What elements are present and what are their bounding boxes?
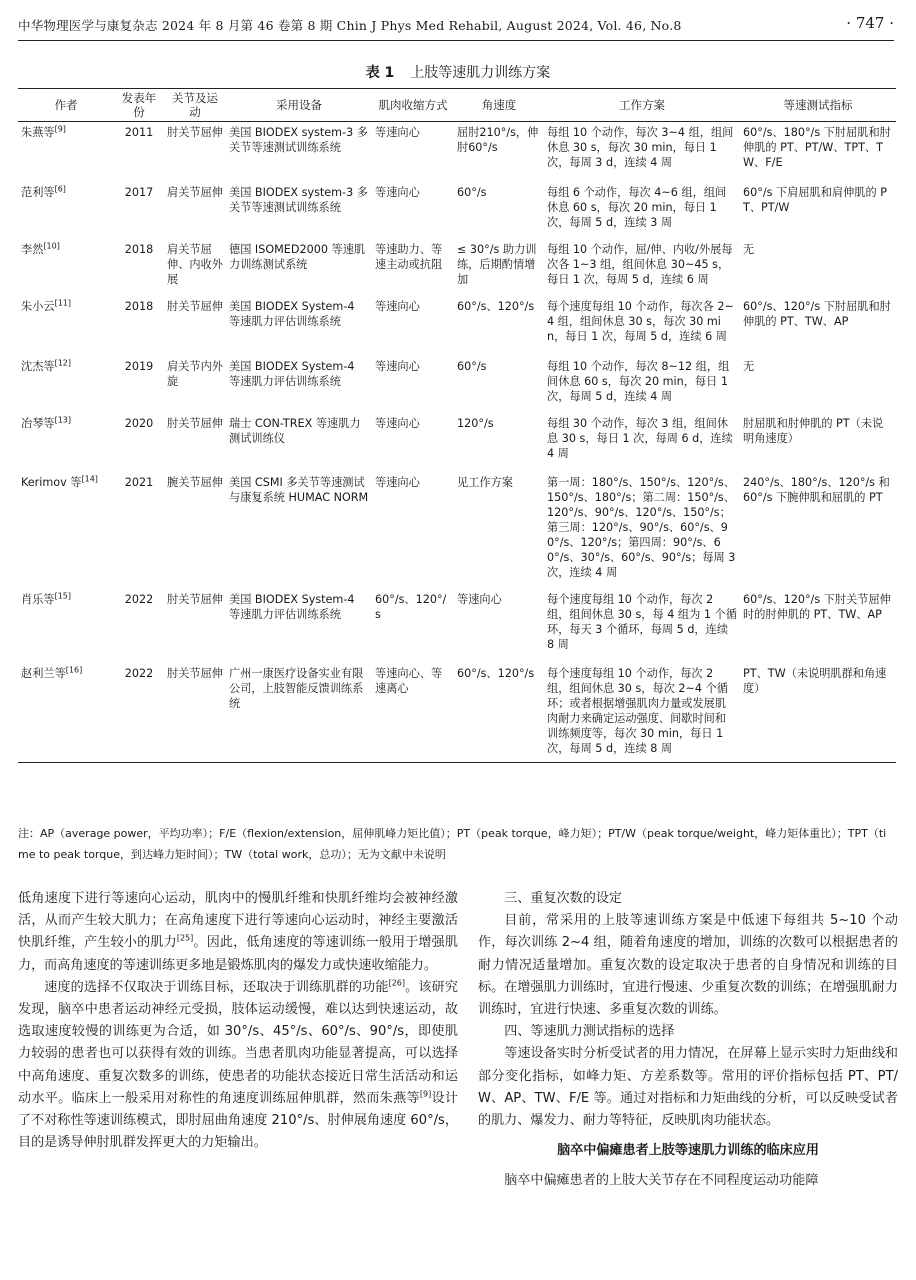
table-number: 表 1	[365, 65, 395, 81]
plan-cell: 每个速度每组 10 个动作，每次 2 组，组间休息 30 s，每次 2~4 个循环；或者根据增强肌肉力量或发展肌肉耐力来确定运动强度、间歇时间和训练频度等，每次 30 min，每日 1 次，每周 5 d，连续 8 周	[544, 660, 740, 763]
author-cell: 范利等[6]	[21, 184, 66, 199]
plan-cell: 每组 10 个动作，屈/伸、内收/外展每次各 1~3 组，组间休息 30~45 s，每日 1 次，每周 5 d，连续 6 周	[547, 243, 733, 286]
citation-ref: [11]	[54, 298, 71, 308]
device-cell: 美国 BIODEX System-4 等速肌力评估训练系统	[229, 593, 355, 621]
contraction-cell: 等速向心	[375, 417, 420, 430]
indicators-cell: 肘屈肌和肘伸肌的 PT（未说明角速度）	[743, 417, 884, 445]
author-cell: 赵利兰等[16]	[18, 660, 114, 763]
table-row	[18, 353, 896, 410]
year-cell: 2019	[124, 360, 154, 373]
citation-ref: [13]	[54, 415, 71, 425]
plan-cell: 每个速度每组 10 个动作，每次各 2~4 组，组间休息 30 s，每次 30 min，每日 1 次，每周 5 d，连续 6 周	[547, 300, 734, 343]
citation-ref: [9]	[54, 124, 66, 134]
indicators-cell: 无	[743, 243, 755, 256]
device-cell: 美国 BIODEX system-3 多关节等速测试训练系统	[229, 126, 368, 154]
contraction-cell: 等速向心	[375, 360, 420, 373]
joint-cell: 腕关节屈伸	[167, 476, 223, 489]
plan-cell: 每组 10 个动作，每次 3~4 组，组间休息 30 s，每次 30 min，每日 1 次，每周 3 d，连续 4 周	[547, 126, 734, 169]
velocity-cell: 60°/s	[457, 186, 487, 199]
year-cell: 2022	[114, 660, 164, 763]
section-heading: 四、等速肌力测试指标的选择	[504, 1024, 675, 1040]
body-paragraph: 目前，常采用的上肢等速训练方案是中低速下每组共 5~10 个动作，每次训练 2~4 组，随着角速度的增加，训练的次数可以根据患者的耐力情况适量增加。重复次数的设定取决于患者的自身情况和训练的目标。在增强肌力训练时，宜进行慢速、少重复次数的训练；在增强肌耐力训练时，宜进行快速、多重复次数的训练。	[478, 913, 898, 1018]
table-row	[18, 410, 896, 469]
author-cell: 李然[10]	[21, 241, 60, 256]
contraction-cell: 等速向心	[375, 476, 420, 489]
device-cell: 瑞士 CON-TREX 等速肌力测试训练仪	[229, 417, 361, 445]
joint-cell: 肘关节屈伸	[164, 660, 226, 763]
column-header: 工作方案	[544, 89, 740, 122]
indicators-cell: 无	[743, 360, 755, 373]
column-header: 关节及运动	[164, 89, 226, 122]
plan-cell: 每组 10 个动作，每次 8~12 组，组间休息 60 s，每次 20 min，每日 1 次，每周 5 d，连续 4 周	[547, 360, 730, 403]
velocity-cell: 屈肘210°/s，伸肘60°/s	[457, 126, 539, 154]
year-cell: 2020	[124, 417, 154, 430]
author-cell: 朱小云[11]	[21, 298, 71, 313]
body-paragraph: 速度的选择不仅取决于训练目标，还取决于训练肌群的功能[26]。该研究发现，脑卒中患者运动神经元受损，肢体运动缓慢，难以达到快速运动，故选取速度较慢的训练更为合适，如 30°/s、45°/s、60°/s、90°/s，即使肌力较弱的患者也可以获得有效的训练。当患者肌肉功能显著提高，可以选择中高角速度、重复次数多的训练，使患者的功能状态接近日常生活活动和运动水平。临床上一般采用对称性的角速度训练屈伸肌群，然而朱燕等[9]设计了不对称性等速训练模式，即肘屈曲角速度 210°/s、肘伸展角速度 60°/s，目的是诱导伸肘肌群发挥更大的力矩输出。	[18, 978, 459, 1151]
year-cell: 2018	[124, 243, 154, 256]
joint-cell: 肩关节内外旋	[167, 360, 223, 388]
device-cell: 德国 ISOMED2000 等速肌力训练测试系统	[229, 243, 366, 271]
table-footnote: 注：AP（average power，平均功率）；F/E（flexion/extension，屈伸肌峰力矩比值）；PT（peak torque，峰力矩）；PT/W（peak torque/weight，峰力矩体重比）；TPT（time to peak torque，到达峰力矩时间）；TW（total work，总功）；无为文献中未说明	[18, 827, 887, 861]
author-cell: 朱燕等[9]	[21, 124, 66, 139]
table-row	[18, 236, 896, 293]
major-heading: 脑卒中偏瘫患者上肢等速肌力训练的临床应用	[557, 1143, 819, 1159]
table-title: 上肢等速肌力训练方案	[410, 65, 551, 81]
column-header: 等速测试指标	[740, 89, 896, 122]
joint-cell: 肩关节屈伸	[167, 186, 223, 199]
citation-ref: [10]	[43, 241, 60, 251]
table-row	[18, 179, 896, 236]
table-row	[18, 469, 896, 586]
contraction-cell: 等速向心	[375, 126, 420, 139]
velocity-cell: 60°/s	[457, 360, 487, 373]
velocity-cell: 60°/s、120°/s	[457, 300, 535, 313]
column-header: 发表年份	[114, 89, 164, 122]
right-column	[478, 888, 898, 1193]
device-cell: 美国 BIODEX system-3 多关节等速测试训练系统	[229, 186, 368, 214]
contraction-cell: 60°/s、120°/s	[375, 593, 447, 621]
velocity-cell: 等速向心	[457, 593, 502, 606]
table-caption	[0, 62, 916, 82]
citation-ref: [16]	[65, 665, 83, 675]
column-header: 采用设备	[226, 89, 372, 122]
section-heading: 三、重复次数的设定	[504, 891, 623, 906]
velocity-cell: 120°/s	[457, 417, 494, 430]
indicators-cell: 60°/s、180°/s 下肘屈肌和肘伸肌的 PT、PT/W、TPT、TW、F/E	[743, 126, 891, 169]
citation-ref: [25]	[176, 934, 194, 944]
velocity-cell: ≤ 30°/s 助力训练，后期酌情增加	[457, 243, 537, 286]
plan-cell: 每组 6 个动作，每次 4~6 组，组间休息 60 s，每次 20 min，每日 1 次，每周 5 d，连续 3 周	[547, 186, 727, 229]
year-cell: 2022	[124, 593, 154, 606]
citation-ref: [15]	[54, 591, 71, 601]
page-number: · 747 ·	[846, 14, 894, 32]
joint-cell: 肩关节屈伸、内收外展	[167, 243, 223, 286]
indicators-cell: 60°/s 下肩屈肌和肩伸肌的 PT、PT/W	[743, 186, 887, 214]
citation-ref: [26]	[388, 978, 406, 988]
contraction-cell: 等速向心	[375, 300, 420, 313]
year-cell: 2011	[124, 126, 154, 139]
indicators-cell: 240°/s、180°/s、120°/s 和 60°/s 下腕伸肌和屈肌的 PT	[743, 476, 890, 504]
author-cell: 肖乐等[15]	[21, 591, 71, 606]
author-cell: Kerimov 等[14]	[21, 474, 98, 489]
indicators-cell: PT、TW（未说明肌群和角速度）	[740, 660, 896, 763]
device-cell: 美国 CSMI 多关节等速测试与康复系统 HUMAC NORM	[229, 476, 369, 504]
journal-citation: 中华物理医学与康复杂志 2024 年 8 月第 46 卷第 8 期 Chin J Phys Med Rehabil, August 2024, Vol. 46, No.8	[18, 18, 682, 33]
training-protocol-table	[18, 88, 896, 763]
device-cell: 美国 BIODEX System-4 等速肌力评估训练系统	[229, 300, 355, 328]
left-column	[18, 888, 458, 1154]
contraction-cell: 等速助力、等速主动或抗阻	[375, 243, 443, 271]
contraction-cell: 等速向心	[375, 186, 420, 199]
author-cell: 冶琴等[13]	[21, 415, 71, 430]
column-header: 角速度	[454, 89, 544, 122]
citation-ref: [14]	[81, 474, 98, 484]
citation-ref: [12]	[54, 358, 71, 368]
body-paragraph: 等速设备实时分析受试者的用力情况，在屏幕上显示实时力矩曲线和部分变化指标，如峰力矩、方差系数等。常用的评价指标包括 PT、PT/W、AP、TW、F/E 等。通过对指标和力矩曲线的分析，可以反映受试者的肌力、爆发力、耐力等特征，反映肌肉功能状态。	[478, 1046, 898, 1129]
body-paragraph: 低角速度下进行等速向心运动，肌肉中的慢肌纤维和快肌纤维均会被神经激活，从而产生较大肌力；在高角速度下进行等速向心运动时，神经主要激活快肌纤维，产生较小的肌力[25]。因此，低角速度的等速训练一般用于增强肌力，而高角速度的等速训练更多地是锻炼肌肉的爆发力或快速收缩能力。	[18, 891, 459, 973]
plan-cell: 每个速度每组 10 个动作，每次 2 组，组间休息 30 s，每 4 组为 1 个循环，每天 3 个循环，每周 5 d，连续 8 周	[547, 593, 737, 651]
velocity-cell: 见工作方案	[457, 476, 513, 489]
velocity-cell: 60°/s、120°/s	[454, 660, 544, 763]
table-row	[18, 586, 896, 660]
joint-cell: 肘关节屈伸	[167, 593, 223, 606]
body-paragraph: 脑卒中偏瘫患者的上肢大关节存在不同程度运动功能障	[504, 1173, 819, 1189]
joint-cell: 肘关节屈伸	[167, 126, 223, 139]
plan-cell: 每组 30 个动作，每次 3 组，组间休息 30 s，每日 1 次，每周 6 d，连续 4 周	[547, 417, 733, 460]
table-row	[18, 293, 896, 353]
running-header	[18, 16, 894, 38]
plan-cell: 第一周：180°/s、150°/s、120°/s、150°/s、180°/s；第二周：150°/s、120°/s、90°/s、120°/s、150°/s；第三周：120°/s、90°/s、60°/s、90°/s、120°/s；第四周：90°/s、60°/s、30°/s、60°/s、90°/s；每周 3 次，连续 4 周	[547, 476, 736, 579]
indicators-cell: 60°/s、120°/s 下肘关节屈伸时的肘伸肌的 PT、TW、AP	[743, 593, 891, 621]
joint-cell: 肘关节屈伸	[167, 300, 223, 313]
joint-cell: 肘关节屈伸	[167, 417, 223, 430]
column-header: 作者	[18, 89, 114, 122]
table-row	[18, 122, 896, 180]
year-cell: 2021	[124, 476, 154, 489]
table-row	[18, 660, 896, 763]
indicators-cell: 60°/s、120°/s 下肘屈肌和肘伸肌的 PT、TW、AP	[743, 300, 891, 328]
citation-ref: [9]	[419, 1089, 432, 1099]
citation-ref: [6]	[54, 184, 66, 194]
device-cell: 美国 BIODEX System-4 等速肌力评估训练系统	[229, 360, 355, 388]
column-header: 肌肉收缩方式	[372, 89, 454, 122]
device-cell: 广州一康医疗设备实业有限公司，上肢智能反馈训练系统	[226, 660, 372, 763]
author-cell: 沈杰等[12]	[21, 358, 71, 373]
table-header-row	[18, 89, 896, 122]
contraction-cell: 等速向心、等速离心	[372, 660, 454, 763]
header-divider	[18, 40, 894, 41]
year-cell: 2017	[124, 186, 154, 199]
year-cell: 2018	[124, 300, 154, 313]
